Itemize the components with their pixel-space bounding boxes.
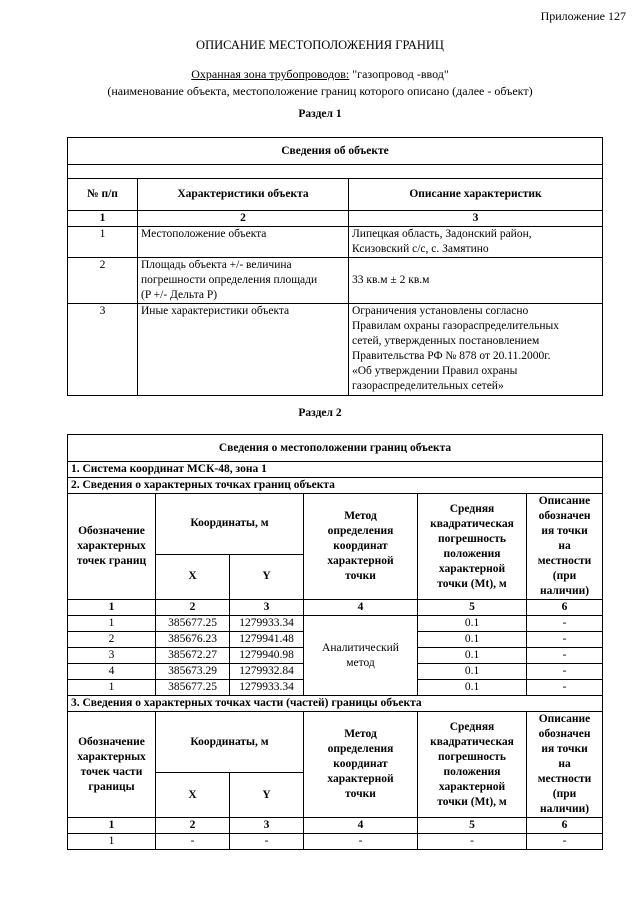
point-x: 385676.23	[156, 632, 230, 648]
header-method: Метод определения координат характерной точки	[304, 494, 418, 600]
object-type: Охранная зона трубопроводов:	[191, 67, 350, 81]
header-y: Y	[230, 554, 304, 599]
point-description: -	[527, 616, 603, 632]
point-y: 1279941.48	[230, 632, 304, 648]
spacer-row	[68, 165, 603, 179]
row-num: 3	[68, 304, 138, 396]
header-y: Y	[230, 773, 304, 818]
header-point-id: Обозначение характерных точек границ	[68, 494, 156, 600]
point-id: 3	[68, 648, 156, 664]
colnum-cell: 4	[304, 818, 418, 834]
colnum-cell: 1	[68, 211, 138, 227]
point-description: -	[527, 632, 603, 648]
header-point-description: Описание обозначен ия точки на местности (при наличии)	[527, 712, 603, 818]
header-characteristic: Характеристики объекта	[138, 179, 349, 211]
part-point-y: -	[230, 834, 304, 850]
header-error: Средняя квадратическая погрешность положения характерной точки (Mt), м	[418, 494, 527, 600]
section1-heading: Раздел 1	[298, 108, 342, 120]
point-mt: 0.1	[418, 664, 527, 680]
section2-table-title: Сведения о местоположении границ объекта	[68, 435, 603, 462]
row-description: Липецкая область, Задонский район, Ксизовский с/с, с. Замятино	[349, 227, 603, 258]
colnum-cell: 4	[304, 600, 418, 616]
point-id: 1	[68, 616, 156, 632]
point-x: 385673.29	[156, 664, 230, 680]
point-x: 385672.27	[156, 648, 230, 664]
document-title: ОПИСАНИЕ МЕСТОПОЛОЖЕНИЯ ГРАНИЦ	[196, 38, 444, 52]
point-description: -	[527, 648, 603, 664]
header-num: № п/п	[68, 179, 138, 211]
colnum-cell: 2	[156, 600, 230, 616]
point-x: 385677.25	[156, 616, 230, 632]
header-description: Описание характеристик	[349, 179, 603, 211]
point-description: -	[527, 664, 603, 680]
row-characteristic: Площадь объекта +/- величина погрешности определения площади (P +/- Дельта P)	[138, 258, 349, 304]
header-coordinates: Координаты, м	[156, 494, 304, 555]
header-error: Средняя квадратическая погрешность положения характерной точки (Mt), м	[418, 712, 527, 818]
header-coordinates: Координаты, м	[156, 712, 304, 773]
part-point-description: -	[527, 834, 603, 850]
coordinate-system: 1. Система координат МСК-48, зона 1	[68, 462, 603, 478]
colnum-cell: 6	[527, 600, 603, 616]
header-point-description: Описание обозначен ия точки на местности (при наличии)	[527, 494, 603, 600]
header-method: Метод определения координат характерной точки	[304, 712, 418, 818]
point-method: Аналитический метод	[304, 616, 418, 696]
section1-table-title: Сведения об объекте	[68, 138, 603, 165]
object-title: "газопровод -ввод"	[349, 67, 449, 81]
point-y: 1279933.34	[230, 680, 304, 696]
row-description: Ограничения установлены согласно Правилам охраны газораспределительных сетей, утвержденных постановлением Правительства РФ № 878 от 20.11.2000г. «Об утверждении Правил охраны газораспределительных сетей»	[349, 304, 603, 396]
colnum-cell: 3	[349, 211, 603, 227]
point-y: 1279932.84	[230, 664, 304, 680]
object-info-table	[67, 137, 603, 396]
point-mt: 0.1	[418, 632, 527, 648]
row-characteristic: Местоположение объекта	[138, 227, 349, 258]
colnum-cell: 3	[230, 818, 304, 834]
row-characteristic: Иные характеристики объекта	[138, 304, 349, 396]
section2-heading: Раздел 2	[298, 407, 342, 419]
colnum-cell: 2	[138, 211, 349, 227]
row-num: 2	[68, 258, 138, 304]
point-mt: 0.1	[418, 648, 527, 664]
part-point-method: -	[304, 834, 418, 850]
point-x: 385677.25	[156, 680, 230, 696]
colnum-cell: 1	[68, 600, 156, 616]
point-id: 2	[68, 632, 156, 648]
point-y: 1279933.34	[230, 616, 304, 632]
colnum-cell: 2	[156, 818, 230, 834]
part-point-x: -	[156, 834, 230, 850]
row-num: 1	[68, 227, 138, 258]
point-id: 4	[68, 664, 156, 680]
object-name	[0, 67, 640, 82]
points-section-title: 2. Сведения о характерных точках границ объекта	[68, 478, 603, 494]
part-point-id: 1	[68, 834, 156, 850]
header-x: X	[156, 773, 230, 818]
boundary-table	[67, 434, 603, 850]
colnum-cell: 3	[230, 600, 304, 616]
point-mt: 0.1	[418, 680, 527, 696]
colnum-cell: 1	[68, 818, 156, 834]
header-part-point-id: Обозначение характерных точек части границы	[68, 712, 156, 818]
point-description: -	[527, 680, 603, 696]
colnum-cell: 5	[418, 818, 527, 834]
header-x: X	[156, 554, 230, 599]
table-row	[68, 616, 603, 632]
point-y: 1279940.98	[230, 648, 304, 664]
table-row	[68, 834, 603, 850]
object-note: (наименование объекта, местоположение границ которого описано (далее - объект)	[107, 84, 533, 98]
point-mt: 0.1	[418, 616, 527, 632]
part-points-section-title: 3. Сведения о характерных точках части (частей) границы объекта	[68, 696, 603, 712]
colnum-cell: 6	[527, 818, 603, 834]
point-id: 1	[68, 680, 156, 696]
part-point-mt: -	[418, 834, 527, 850]
appendix-number: Приложение 127	[540, 9, 626, 23]
row-description: 33 кв.м ± 2 кв.м	[349, 258, 603, 304]
colnum-cell: 5	[418, 600, 527, 616]
